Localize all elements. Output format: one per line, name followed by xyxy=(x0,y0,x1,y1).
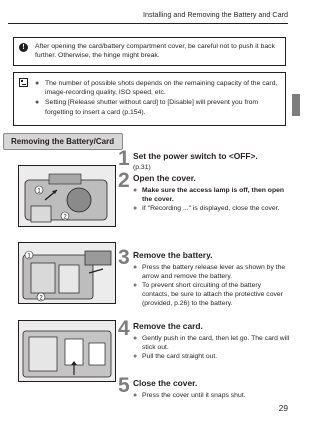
callout-label: 1 xyxy=(37,188,41,195)
step-title: Remove the battery. xyxy=(133,250,213,260)
step-bullet: ● To prevent short circuiting of the battery contacts, be sure to attach the protective cover (provided, p.26) to the battery. xyxy=(133,282,283,307)
callout-label: 1 xyxy=(27,253,31,260)
step-bullets xyxy=(133,334,290,361)
card-removal-illustration xyxy=(18,320,116,382)
callout-label: 2 xyxy=(39,295,43,302)
step-number: 4 xyxy=(118,317,130,340)
bullet-icon: ● xyxy=(35,99,40,107)
caution-icon: ! xyxy=(19,43,28,52)
step-bullet: ● Press the battery release lever as shown by the arrow and remove the battery. xyxy=(133,264,286,280)
step-bullets xyxy=(133,263,290,308)
bullet-icon: ● xyxy=(133,353,138,360)
step-title: Set the power switch to <OFF>. xyxy=(133,151,258,161)
step-bullets xyxy=(133,391,290,400)
battery-removal-illustration xyxy=(18,242,116,304)
notes-list xyxy=(35,79,285,118)
memo-icon xyxy=(19,78,28,87)
notes-box xyxy=(13,72,286,126)
step-number: 3 xyxy=(118,246,130,269)
step-bullet: ● Pull the card straight out. xyxy=(133,353,218,360)
note-item: ● The number of possible shots depends on the remaining capacity of the card, image-recording quality, ISO speed, etc. xyxy=(35,80,278,97)
bullet-icon: ● xyxy=(133,392,138,399)
bullet-icon: ● xyxy=(133,282,138,289)
step-bullets xyxy=(133,186,290,213)
page-number: 29 xyxy=(278,403,288,413)
bullet-icon: ● xyxy=(35,80,40,87)
step-bullet: ● Gently push in the card, then let go. The card will stick out. xyxy=(133,335,290,351)
step-bullet: ● Make sure the access lamp is off, then open the cover. xyxy=(133,187,285,203)
step-title: Remove the card. xyxy=(133,321,203,331)
bullet-icon: ● xyxy=(133,205,138,212)
note-item: ● Setting [Release shutter without card] to [Disable] will prevent you from forgetting to insert a card (p.154). xyxy=(35,99,259,116)
step-number: 5 xyxy=(118,374,130,397)
callout-label: 2 xyxy=(63,214,67,221)
step-number: 2 xyxy=(118,169,130,192)
step-3 xyxy=(118,247,288,327)
step-bullet: ● If "Recording ..." is displayed, close the cover. xyxy=(133,205,280,212)
chapter-tab xyxy=(292,94,300,116)
caution-text: After opening the card/battery compartment cover, be careful not to push it back further. Otherwise, the hinge might break. xyxy=(35,43,275,60)
header-rule xyxy=(8,23,288,24)
step-5 xyxy=(118,375,288,405)
running-header: Installing and Removing the Battery and Card xyxy=(142,10,288,19)
bullet-icon: ● xyxy=(133,335,138,342)
bullet-icon: ● xyxy=(133,264,138,271)
step-title: Close the cover. xyxy=(133,378,198,388)
step-bullet: ● Press the cover until it snaps shut. xyxy=(133,392,246,399)
caution-box xyxy=(13,37,286,66)
step-number: 1 xyxy=(118,147,130,170)
step-4 xyxy=(118,318,288,368)
page-reference: (p.31) xyxy=(133,164,151,171)
camera-cover-illustration xyxy=(18,165,116,227)
step-title: Open the cover. xyxy=(133,173,196,183)
step-2 xyxy=(118,170,288,230)
bullet-icon: ● xyxy=(133,187,138,194)
section-heading: Removing the Battery/Card xyxy=(3,133,123,150)
